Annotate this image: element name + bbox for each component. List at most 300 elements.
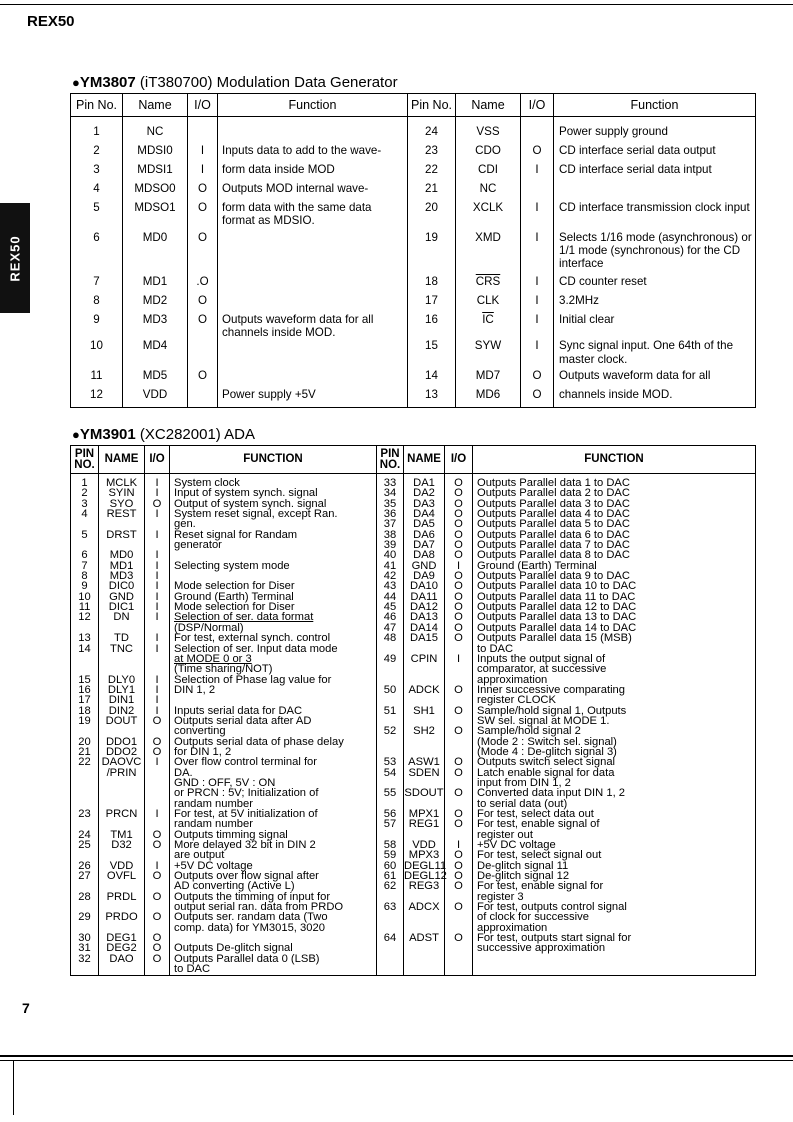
- pin-io: O: [445, 571, 473, 581]
- pin-io: O: [145, 840, 170, 850]
- pin-number: 16: [408, 313, 456, 339]
- pin-function: Outputs the timming of input for: [170, 892, 377, 902]
- pin-name: MDSO0: [123, 182, 188, 201]
- pin-name: PRDL: [99, 892, 145, 902]
- table-row: [71, 695, 756, 705]
- ym3901-code: (XC282001): [139, 426, 221, 443]
- pin-number: 37: [377, 519, 404, 529]
- pin-function: Outputs Parallel data 13 to DAC: [473, 612, 756, 622]
- pin-number: 31: [71, 943, 99, 953]
- pin-function: CD interface serial data intput: [554, 163, 756, 182]
- pin-number: 21: [408, 182, 456, 201]
- pin-name: [99, 964, 145, 975]
- pin-function: [218, 339, 408, 369]
- pin-function: form data with the same data format as MDSIO.: [218, 201, 408, 231]
- ym3807-pin-table: [70, 93, 756, 408]
- pin-function: +5V DC voltage: [170, 861, 377, 871]
- pin-io: [445, 737, 473, 747]
- pin-function: DA.: [170, 768, 377, 778]
- pin-number: 5: [71, 530, 99, 540]
- pin-name: MDSO1: [123, 201, 188, 231]
- pin-function: Mode selection for Diser: [170, 581, 377, 591]
- pin-io: I: [145, 530, 170, 540]
- pin-name: DDO2: [99, 747, 145, 757]
- pin-name: DDO1: [99, 737, 145, 747]
- pin-name: MD7: [456, 369, 521, 388]
- pin-function: Outputs Parallel data 14 to DAC: [473, 623, 756, 633]
- pin-name: MD5: [123, 369, 188, 388]
- pin-io: I: [521, 201, 554, 231]
- page-number: 7: [22, 1000, 30, 1016]
- pin-io: O: [145, 830, 170, 840]
- pin-function: CD counter reset: [554, 275, 756, 294]
- pin-io: I: [145, 581, 170, 591]
- pin-io: [521, 125, 554, 144]
- table-row: [71, 388, 756, 407]
- pin-number: 35: [377, 499, 404, 509]
- pin-function: Over flow control terminal for: [170, 757, 377, 767]
- pin-number: [377, 737, 404, 747]
- pin-io: O: [188, 231, 218, 275]
- pin-number: 48: [377, 633, 404, 643]
- pin-io: I: [145, 861, 170, 871]
- pin-function: Outputs Parallel data 0 (LSB): [170, 954, 377, 964]
- table-row: [71, 313, 756, 339]
- pin-name: MD1: [99, 561, 145, 571]
- pin-name: /PRIN: [99, 768, 145, 778]
- pin-io: O: [445, 871, 473, 881]
- pin-io: O: [445, 540, 473, 550]
- pin-number: [377, 664, 404, 674]
- pin-name: $\overline{IC}$: [456, 313, 521, 339]
- pin-io: I: [145, 809, 170, 819]
- pin-name: DEGL11: [404, 859, 447, 872]
- pin-name: DLY0: [99, 675, 145, 685]
- pin-function: Sample/hold signal 1, Outputs: [473, 706, 756, 716]
- pin-io: [445, 964, 473, 975]
- pin-io: I: [145, 685, 170, 695]
- pin-function: System clock: [170, 478, 377, 488]
- pin-name: CDO: [456, 144, 521, 163]
- pin-number: 18: [71, 706, 99, 716]
- col-function-right: Function: [554, 94, 756, 117]
- pin-function: More delayed 32 bit in DIN 2: [170, 840, 377, 850]
- pin-name: SDOUT: [404, 787, 444, 800]
- ym3807-heading: [72, 74, 398, 91]
- pin-name: DA6: [404, 530, 445, 540]
- table-row: [71, 275, 756, 294]
- pin-function: Power supply +5V: [218, 388, 408, 407]
- pin-io: O: [145, 912, 170, 922]
- pin-name: DA9: [404, 571, 445, 581]
- pin-function: output serial ran. data from PRDO: [170, 902, 377, 912]
- pin-function: randam number: [170, 799, 377, 809]
- pin-io: O: [145, 954, 170, 964]
- pin-name: MD1: [123, 275, 188, 294]
- pin-io: O: [445, 478, 473, 488]
- pin-io: O: [445, 530, 473, 540]
- pin-io: O: [445, 602, 473, 612]
- pin-name: DEGL12: [404, 870, 447, 883]
- pin-function: System reset signal, except Ran.: [170, 509, 377, 519]
- pin-io: I: [521, 294, 554, 313]
- pin-number: 10: [71, 592, 99, 602]
- pin-function: [218, 231, 408, 275]
- pin-name: MDSI1: [123, 163, 188, 182]
- pin-number: 45: [377, 602, 404, 612]
- pin-name: SH1: [404, 706, 445, 716]
- pin-name: GND: [99, 592, 145, 602]
- pin-number: 5: [71, 201, 123, 231]
- pin-io: O: [521, 144, 554, 163]
- pin-io: I: [145, 561, 170, 571]
- pin-name: XCLK: [456, 201, 521, 231]
- pin-function: Outputs Parallel data 7 to DAC: [473, 540, 756, 550]
- pin-number: 7: [71, 275, 123, 294]
- pin-io: O: [445, 757, 473, 767]
- pin-function: Outputs over flow signal after: [170, 871, 377, 881]
- pin-function: (Mode 4 : De-glitch signal 3): [473, 747, 756, 757]
- pin-number: 29: [71, 912, 99, 922]
- col-io-right: I/O: [521, 94, 554, 117]
- pin-number: 27: [71, 871, 99, 881]
- pin-function: Mode selection for Diser: [170, 602, 377, 612]
- pin-io: [188, 388, 218, 407]
- pin-function: Outputs Parallel data 12 to DAC: [473, 602, 756, 612]
- pin-io: O: [445, 726, 473, 736]
- pin-function: [473, 954, 756, 964]
- pin-io: O: [445, 633, 473, 643]
- pin-function: (Mode 2 : Switch sel. signal): [473, 737, 756, 747]
- pin-io: O: [445, 623, 473, 633]
- pin-io: I: [145, 571, 170, 581]
- pin-io: I: [445, 561, 473, 571]
- col-pin-no-right: PIN NO.: [377, 446, 404, 474]
- pin-function: at MODE 0 or 3: [170, 654, 377, 664]
- pin-function: Ground (Earth) Terminal: [170, 592, 377, 602]
- table-row: [71, 125, 756, 144]
- pin-function: For test, external synch. control: [170, 633, 377, 643]
- pin-number: 16: [71, 685, 99, 695]
- pin-number: 19: [408, 231, 456, 275]
- pin-name: PRCN: [99, 809, 145, 819]
- pin-function: Outputs Parallel data 1 to DAC: [473, 478, 756, 488]
- pin-number: 26: [71, 861, 99, 871]
- pin-number: 4: [71, 182, 123, 201]
- pin-function: Outputs serial data after AD: [170, 716, 377, 726]
- pin-function: [218, 125, 408, 144]
- pin-name: DIC1: [99, 602, 145, 612]
- pin-name: ADST: [404, 933, 445, 943]
- pin-name: DEG1: [99, 933, 145, 943]
- pin-io: I: [145, 550, 170, 560]
- pin-number: 12: [71, 388, 123, 407]
- bullet-icon: ●: [72, 427, 80, 442]
- pin-io: I: [145, 695, 170, 705]
- pin-function: Converted data input DIN 1, 2: [473, 788, 756, 798]
- pin-function: comparator, at successive: [473, 664, 756, 674]
- pin-io: O: [445, 850, 473, 860]
- pin-number: 13: [408, 388, 456, 407]
- col-function-right: FUNCTION: [473, 446, 756, 474]
- pin-number: [377, 943, 404, 953]
- pin-function: Outputs waveform data for all: [554, 369, 756, 388]
- pin-name: [404, 943, 445, 953]
- pin-name: TD: [99, 633, 145, 643]
- pin-io: [445, 912, 473, 922]
- pin-number: 6: [71, 231, 123, 275]
- pin-number: 50: [377, 685, 404, 695]
- pin-number: 47: [377, 623, 404, 633]
- pin-number: 54: [377, 768, 404, 778]
- pin-io: [145, 768, 170, 778]
- pin-function: [218, 294, 408, 313]
- table-row: [71, 294, 756, 313]
- pin-function: SW sel. signal at MODE 1.: [473, 716, 756, 726]
- pin-number: 6: [71, 550, 99, 560]
- pin-io: O: [145, 871, 170, 881]
- pin-name: [99, 778, 145, 788]
- pin-name: [404, 664, 445, 674]
- pin-number: 44: [377, 592, 404, 602]
- pin-io: [445, 943, 473, 953]
- pin-function: For test, select data out: [473, 809, 756, 819]
- pin-function: For test, enable signal of: [473, 819, 756, 829]
- ym3807-header-row: [71, 94, 756, 117]
- pin-name: DAO: [99, 954, 145, 964]
- pin-io: O: [145, 747, 170, 757]
- pin-io: I: [521, 339, 554, 369]
- pin-number: 57: [377, 819, 404, 829]
- pin-function: [218, 369, 408, 388]
- pin-number: 39: [377, 540, 404, 550]
- pin-number: 12: [71, 612, 99, 622]
- pin-number: [377, 695, 404, 705]
- pin-name: DA1: [404, 478, 445, 488]
- pin-name: VDD: [123, 388, 188, 407]
- col-io: I/O: [188, 94, 218, 117]
- pin-name: REG1: [404, 819, 445, 829]
- pin-io: O: [145, 716, 170, 726]
- pin-number: 15: [408, 339, 456, 369]
- pin-io: O: [445, 933, 473, 943]
- pin-function: successive approximation: [473, 943, 756, 953]
- pin-number: 32: [71, 954, 99, 964]
- pin-function: Power supply ground: [554, 125, 756, 144]
- pin-function: For test, enable signal for: [473, 881, 756, 891]
- pin-name: [99, 788, 145, 798]
- pin-function: input from DIN 1, 2: [473, 778, 756, 788]
- pin-name: SYO: [99, 499, 145, 509]
- pin-number: 17: [408, 294, 456, 313]
- pin-io: I: [521, 275, 554, 294]
- pin-number: 22: [408, 163, 456, 182]
- pin-io: O: [445, 499, 473, 509]
- pin-io: I: [145, 644, 170, 654]
- pin-function: Outputs Parallel data 5 to DAC: [473, 519, 756, 529]
- col-name: Name: [123, 94, 188, 117]
- ym3901-pin-table: [70, 445, 756, 976]
- pin-number: 20: [71, 737, 99, 747]
- pin-io: [145, 788, 170, 798]
- pin-function: Latch enable signal for data: [473, 768, 756, 778]
- pin-number: 20: [408, 201, 456, 231]
- pin-name: SYIN: [99, 488, 145, 498]
- pin-number: 2: [71, 144, 123, 163]
- pin-function: DIN 1, 2: [170, 685, 377, 695]
- pin-function: form data inside MOD: [218, 163, 408, 182]
- col-name-right: Name: [456, 94, 521, 117]
- pin-name: DA5: [404, 519, 445, 529]
- pin-name: [404, 695, 445, 705]
- pin-name: DIN2: [99, 706, 145, 716]
- pin-number: 40: [377, 550, 404, 560]
- pin-name: DA12: [404, 602, 445, 612]
- pin-io: O: [445, 592, 473, 602]
- pin-io: I: [145, 602, 170, 612]
- pin-number: 11: [71, 369, 123, 388]
- top-rule: [0, 4, 793, 5]
- pin-name: DIN1: [99, 695, 145, 705]
- pin-function: For test, outputs control signal: [473, 902, 756, 912]
- pin-name: DA13: [404, 612, 445, 622]
- pin-function: Inputs the output signal of: [473, 654, 756, 664]
- pin-name: MD3: [99, 571, 145, 581]
- pin-number: 61: [377, 871, 404, 881]
- pin-function: Outputs timming signal: [170, 830, 377, 840]
- pin-name: OVFL: [99, 871, 145, 881]
- pin-number: [71, 664, 99, 674]
- pin-number: 3: [71, 499, 99, 509]
- table-row: [71, 664, 756, 674]
- pin-number: 46: [377, 612, 404, 622]
- pin-function: Inputs serial data for DAC: [170, 706, 377, 716]
- pin-name: DIC0: [99, 581, 145, 591]
- pin-name: XMD: [456, 231, 521, 275]
- pin-io: O: [188, 313, 218, 339]
- pin-io: O: [445, 685, 473, 695]
- pin-name: ASW1: [404, 757, 445, 767]
- pin-io: O: [445, 581, 473, 591]
- pin-name: DA11: [404, 592, 445, 602]
- pin-function: gen.: [170, 519, 377, 529]
- pin-name: ADCK: [404, 685, 445, 695]
- pin-io: O: [188, 294, 218, 313]
- pin-io: I: [145, 612, 170, 622]
- pin-name: DA10: [404, 581, 445, 591]
- pin-io: O: [145, 499, 170, 509]
- pin-io: I: [145, 757, 170, 767]
- pin-number: 25: [71, 840, 99, 850]
- pin-function: register CLOCK: [473, 695, 756, 705]
- pin-number: [377, 964, 404, 975]
- pin-function: Outputs Parallel data 4 to DAC: [473, 509, 756, 519]
- pin-io: [188, 125, 218, 144]
- pin-io: I: [145, 478, 170, 488]
- pin-function: Inputs data to add to the wave-: [218, 144, 408, 163]
- table-row: [71, 201, 756, 231]
- pin-function: Selection of Phase lag value for: [170, 675, 377, 685]
- pin-name: CDI: [456, 163, 521, 182]
- pin-number: 18: [408, 275, 456, 294]
- pin-function: Selecting system mode: [170, 561, 377, 571]
- pin-function: to DAC: [170, 964, 377, 975]
- pin-function: [473, 964, 756, 975]
- pin-io: O: [445, 788, 473, 798]
- col-pin-no: Pin No.: [71, 94, 123, 117]
- pin-number: 4: [71, 509, 99, 519]
- pin-number: 15: [71, 675, 99, 685]
- pin-name: DA4: [404, 509, 445, 519]
- pin-io: O: [445, 809, 473, 819]
- pin-function: GND : OFF, 5V : ON: [170, 778, 377, 788]
- pin-name: SYW: [456, 339, 521, 369]
- pin-number: 9: [71, 581, 99, 591]
- ym3901-heading: [72, 426, 255, 443]
- pin-io: O: [445, 509, 473, 519]
- bottom-rule: [0, 1055, 793, 1057]
- table-row: [71, 633, 756, 643]
- margin-line: [13, 1060, 14, 1115]
- ym3901-title: ADA: [224, 426, 255, 443]
- pin-io: [145, 664, 170, 674]
- pin-name: [404, 954, 445, 964]
- col-pin-no: PIN NO.: [71, 446, 99, 474]
- pin-name: SH2: [404, 726, 445, 736]
- pin-number: 53: [377, 757, 404, 767]
- side-tab-label: REX50: [7, 234, 23, 282]
- bottom-rule-thin: [0, 1060, 793, 1061]
- pin-number: 24: [71, 830, 99, 840]
- pin-name: MPX3: [404, 850, 445, 860]
- pin-function: Outputs Parallel data 15 (MSB): [473, 633, 756, 643]
- pin-name: NC: [123, 125, 188, 144]
- pin-function: Sample/hold signal 2: [473, 726, 756, 736]
- pin-function: or PRCN : 5V; Initialization of: [170, 788, 377, 798]
- pin-number: [377, 954, 404, 964]
- pin-function: Outputs Parallel data 11 to DAC: [473, 592, 756, 602]
- pin-io: I: [188, 163, 218, 182]
- pin-function: For test, at 5V initialization of: [170, 809, 377, 819]
- pin-name: DA8: [404, 550, 445, 560]
- pin-name: TM1: [99, 830, 145, 840]
- pin-number: 11: [71, 602, 99, 612]
- pin-function: Selects 1/16 mode (asynchronous) or 1/1 mode (synchronous) for the CD interface: [554, 231, 756, 275]
- pin-io: [445, 695, 473, 705]
- pin-number: 30: [71, 933, 99, 943]
- pin-function: Outputs ser. randam data (Two: [170, 912, 377, 922]
- pin-name: MCLK: [99, 478, 145, 488]
- pin-io: O: [445, 519, 473, 529]
- pin-number: 55: [377, 788, 404, 798]
- pin-number: 34: [377, 488, 404, 498]
- pin-number: 23: [71, 809, 99, 819]
- pin-io: O: [188, 182, 218, 201]
- pin-name: [404, 964, 445, 975]
- pin-io: I: [145, 633, 170, 643]
- pin-io: O: [145, 943, 170, 953]
- pin-number: 2: [71, 488, 99, 498]
- pin-io: [145, 964, 170, 975]
- pin-name: REG3: [404, 881, 445, 891]
- pin-function: Outputs serial data of phase delay: [170, 737, 377, 747]
- pin-function: register out: [473, 830, 756, 840]
- pin-name: DOUT: [99, 716, 145, 726]
- pin-io: [521, 182, 554, 201]
- pin-function: De-glitch signal 11: [473, 861, 756, 871]
- pin-io: [145, 778, 170, 788]
- pin-function: Output of system synch. signal: [170, 499, 377, 509]
